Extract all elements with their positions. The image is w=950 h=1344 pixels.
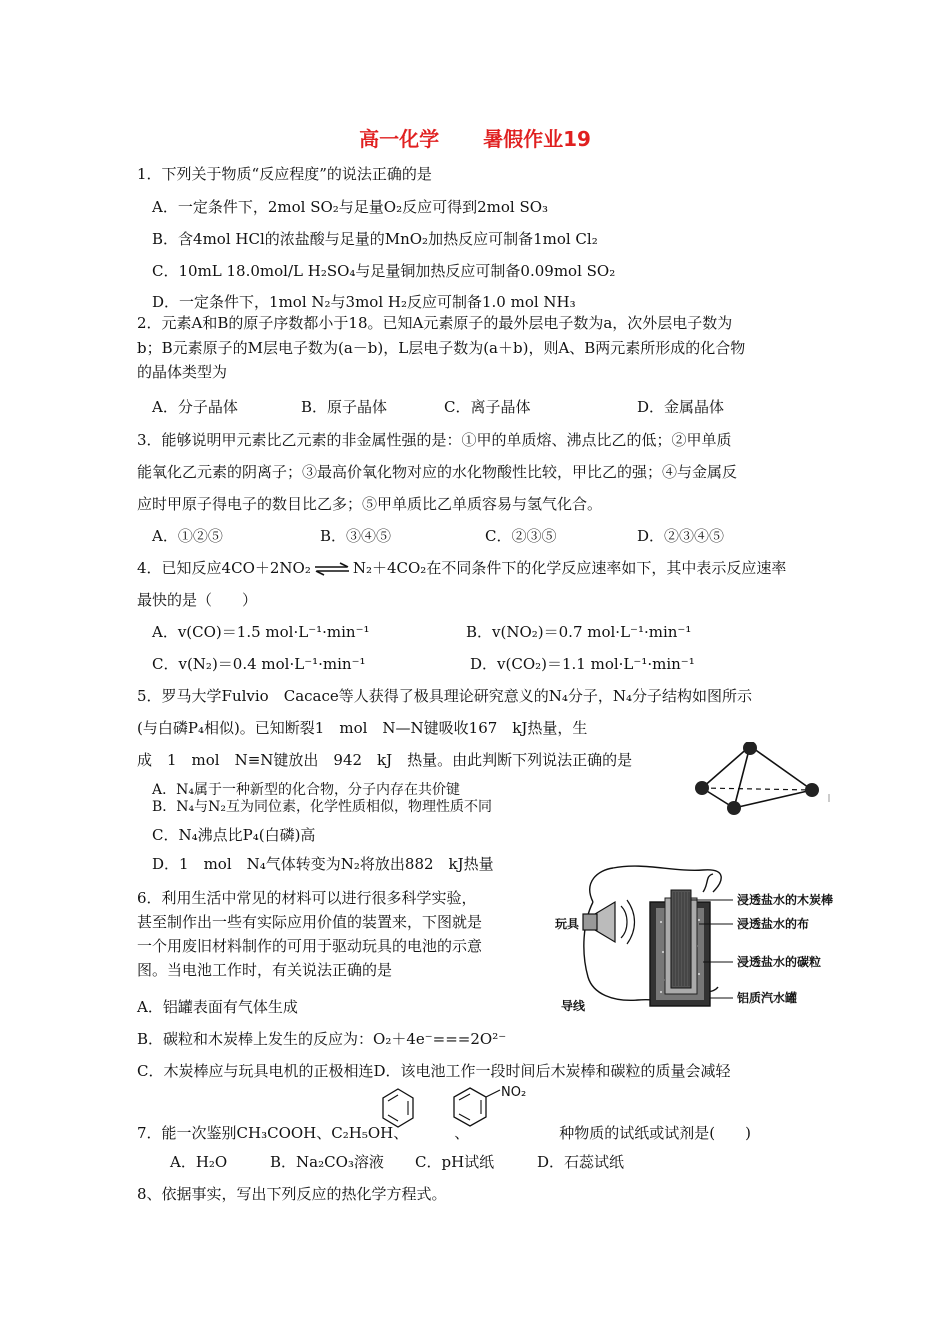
q6-line2: 甚至制作出一些有实际应用价值的装置来，下图就是 (137, 913, 483, 931)
q3-line2: 能氧化乙元素的阴离子；③最高价氧化物对应的水化物酸性比较，甲比乙的强；④与金属反 (137, 463, 738, 481)
q6-line1: 6．利用生活中常见的材料可以进行很多科学实验， (137, 889, 477, 907)
q3-option-d: D．②③④⑤ (637, 527, 725, 545)
title-assignment: 暑假作业19 (483, 127, 591, 151)
label-aluminum-can: 铝质汽水罐 (737, 991, 798, 1005)
q7-stem-pre: 7．能一次鉴别CH₃COOH、C₂H₅OH、 (137, 1124, 409, 1142)
q6-option-b: B．碳粒和木炭棒上发生的反应为：O₂＋4e⁻===2O²⁻ (137, 1030, 507, 1048)
q5-option-a: A．N₄属于一种新型的化合物，分子内存在共价键 (152, 782, 460, 798)
q5-option-c: C．N₄沸点比P₄(白磷)高 (152, 826, 316, 844)
no2-label: NO₂ (501, 1085, 527, 1100)
q7-option-b: B．Na₂CO₃溶液 (270, 1153, 384, 1171)
q4-option-b: B．v(NO₂)＝0.7 mol·L⁻¹·min⁻¹ (466, 623, 692, 641)
label-toy: 玩具 (555, 917, 580, 931)
q7-separator: 、 (454, 1124, 470, 1142)
q2-option-c: C．离子晶体 (444, 398, 531, 416)
q7-option-a: A．H₂O (170, 1153, 228, 1171)
q6-option-cd: C．木炭棒应与玩具电机的正极相连D．该电池工作一段时间后木炭棒和碳粒的质量会减轻 (137, 1062, 731, 1080)
q7-option-c: C．pH试纸 (415, 1153, 495, 1171)
q5-option-b: B．N₄与N₂互为同位素，化学性质相似，物理性质不同 (152, 799, 493, 815)
q3-option-c: C．②③⑤ (485, 527, 557, 545)
q5-line1: 5．罗马大学Fulvio Cacace等人获得了极具理论研究意义的N₄分子，N₄分子结构如图所示 (137, 687, 753, 705)
q1-stem: 1．下列关于物质“反应程度”的说法正确的是 (137, 165, 432, 183)
q5-line3: 成 1 mol N≡N键放出 942 kJ 热量。由此判断下列说法正确的是 (137, 751, 633, 769)
q3-line3: 应时甲原子得电子的数目比乙多；⑤甲单质比乙单质容易与氢气化合。 (137, 495, 603, 513)
q4-option-d: D．v(CO₂)＝1.1 mol·L⁻¹·min⁻¹ (470, 655, 695, 673)
battery-figure (553, 862, 853, 1014)
q4-option-c: C．v(N₂)＝0.4 mol·L⁻¹·min⁻¹ (152, 655, 366, 673)
q4-option-a: A．v(CO)＝1.5 mol·L⁻¹·min⁻¹ (152, 623, 370, 641)
q2-option-b: B．原子晶体 (301, 398, 388, 416)
n-atom (805, 783, 819, 797)
q2-option-d: D．金属晶体 (637, 398, 725, 416)
q6-line4: 图。当电池工作时，有关说法正确的是 (137, 961, 393, 979)
page-title (0, 126, 950, 152)
q2-line2: b；B元素原子的M层电子数为(a－b)，L层电子数为(a＋b)，则A、B两元素所形成的化合物 (137, 339, 746, 357)
q2-line1: 2．元素A和B的原子序数都小于18。已知A元素原子的最外层电子数为a，次外层电子数为 (137, 314, 733, 332)
q6-line3: 一个用废旧材料制作的可用于驱动玩具的电池的示意 (137, 937, 483, 955)
q4-reaction-right: N₂＋4CO₂在不同条件下的化学反应速率如下，其中表示反应速率 (352, 559, 787, 577)
q6-option-a: A．铝罐表面有气体生成 (137, 998, 298, 1016)
q2-line3: 的晶体类型为 (137, 363, 228, 381)
q7-stem-post: 种物质的试纸或试剂是( ) (559, 1124, 751, 1142)
q5-line2: (与白磷P₄相似)。已知断裂1 mol N—N键吸收167 kJ热量，生 (137, 719, 588, 737)
q4-line2: 最快的是（ ） (137, 591, 258, 609)
n-atom (727, 801, 741, 815)
q7-option-d: D．石蕊试纸 (537, 1153, 625, 1171)
q1-option-b: B．含4mol HCl的浓盐酸与足量的MnO₂加热反应可制备1mol Cl₂ (152, 230, 598, 248)
n-atom (695, 781, 709, 795)
label-wire: 导线 (561, 999, 586, 1013)
q1-option-a: A．一定条件下，2mol SO₂与足量O₂反应可得到2mol SO₃ (152, 198, 549, 216)
q1-option-c: C．10mL 18.0mol/L H₂SO₄与足量铜加热反应可制备0.09mol SO₂ (152, 262, 616, 280)
q3-option-b: B．③④⑤ (320, 527, 392, 545)
label-cloth: 浸透盐水的布 (737, 917, 810, 931)
label-carbon-grains: 浸透盐水的碳粒 (737, 955, 822, 969)
title-subject: 高一化学 (359, 127, 440, 151)
q7-stem (137, 1123, 751, 1143)
n4-molecule-figure (690, 742, 835, 822)
q8-stem: 8、依据事实，写出下列反应的热化学方程式。 (137, 1185, 447, 1203)
toy-speaker-icon (595, 902, 615, 942)
equilibrium-arrow-icon (313, 562, 351, 576)
n-atom (743, 742, 757, 755)
q5-option-d: D．1 mol N₄气体转变为N₂将放出882 kJ热量 (152, 855, 494, 873)
q2-option-a: A．分子晶体 (152, 398, 238, 416)
q4-reaction-left: 4．已知反应4CO＋2NO₂ (137, 559, 311, 577)
q3-option-a: A．①②⑤ (152, 527, 223, 545)
q4-line1 (137, 558, 786, 578)
q1-option-d: D．一定条件下，1mol N₂与3mol H₂反应可制备1.0 mol NH₃ (152, 293, 576, 311)
label-charcoal-rod: 浸透盐水的木炭棒 (737, 893, 834, 907)
q3-line1: 3．能够说明甲元素比乙元素的非金属性强的是：①甲的单质熔、沸点比乙的低；②甲单质 (137, 431, 732, 449)
